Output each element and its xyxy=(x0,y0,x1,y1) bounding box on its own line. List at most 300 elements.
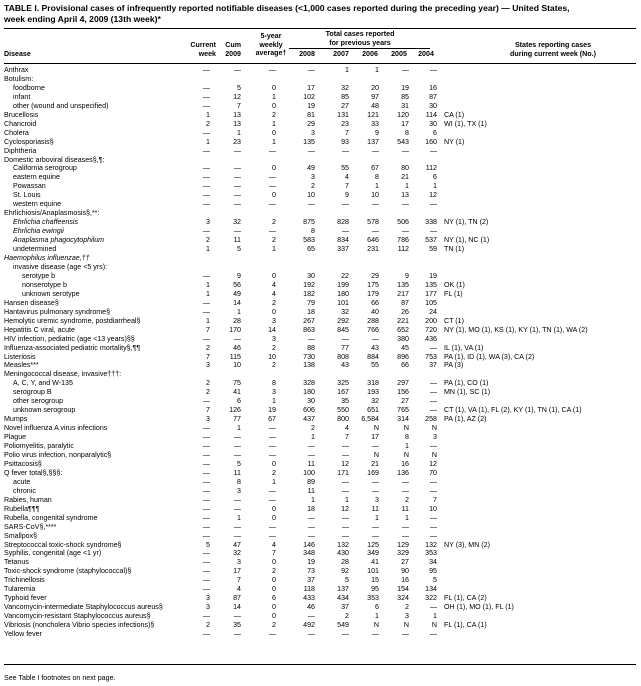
total-2008-cell: — xyxy=(307,200,315,209)
cum-2009-cell: 1 xyxy=(237,513,241,522)
five-year-avg-cell: 0 xyxy=(272,585,276,594)
states-reporting-cell: OK (1) xyxy=(444,280,465,289)
total-2005-cell: 3 xyxy=(405,612,409,621)
disease-name: Ehrlichia ewingii xyxy=(13,227,64,236)
five-year-avg-cell: 0 xyxy=(272,612,276,621)
total-2008-cell: 73 xyxy=(307,567,315,576)
total-2007-cell: 35 xyxy=(341,397,349,406)
total-2004-cell: — xyxy=(429,379,437,388)
five-year-avg-cell: 2 xyxy=(272,298,276,307)
total-2007-cell: 23 xyxy=(341,119,349,128)
current-week-cell: — xyxy=(202,433,210,442)
header-year-2005: 2005 xyxy=(391,50,407,58)
disease-name: other serogroup xyxy=(13,397,64,406)
cum-2009-cell: 11 xyxy=(233,468,241,477)
cum-2009-cell: 77 xyxy=(233,415,241,424)
table-row xyxy=(4,93,636,102)
total-2007-cell: 55 xyxy=(341,164,349,173)
total-2008-cell: 348 xyxy=(303,549,315,558)
table-row xyxy=(4,182,636,191)
disease-name: Brucellosis xyxy=(4,110,39,119)
disease-name: Hemolytic uremic syndrome, postdiarrheal§ xyxy=(4,316,141,325)
footnote-note: See Table I footnotes on next page. xyxy=(4,674,116,682)
total-2007-cell: 549 xyxy=(337,621,349,630)
states-reporting-cell: PA (1), CO (1) xyxy=(444,379,489,388)
disease-name: eastern equine xyxy=(13,173,60,182)
total-2006-cell: N xyxy=(373,450,379,459)
cum-2009-cell: — xyxy=(233,612,241,621)
total-2006-cell: 766 xyxy=(367,325,379,334)
table-body xyxy=(4,66,636,639)
disease-name: Cyclosporiasis§ xyxy=(4,137,54,146)
table-row xyxy=(4,567,636,576)
disease-name: nonserotype b xyxy=(22,280,67,289)
states-reporting-cell: FL (1), CA (1) xyxy=(444,621,487,630)
disease-name: Psittacosis§ xyxy=(4,459,42,468)
header-cum-line-1: Cum xyxy=(225,41,241,49)
five-year-avg-cell: 4 xyxy=(272,280,276,289)
cum-2009-cell: 12 xyxy=(233,92,241,101)
table-row xyxy=(4,335,636,344)
current-week-cell: — xyxy=(202,101,210,110)
total-2006-cell: 3 xyxy=(375,495,379,504)
total-2008-cell: 17 xyxy=(307,83,315,92)
current-week-cell: 2 xyxy=(206,621,210,630)
total-2004-cell: — xyxy=(429,442,437,451)
cum-2009-cell: — xyxy=(233,227,241,236)
total-2005-cell: 221 xyxy=(397,316,409,325)
five-year-avg-cell: 0 xyxy=(272,513,276,522)
five-year-avg-cell: 1 xyxy=(272,119,276,128)
total-2007-cell: 845 xyxy=(337,325,349,334)
five-year-avg-cell: — xyxy=(268,66,276,74)
five-year-avg-cell: 0 xyxy=(272,128,276,137)
total-2004-cell: — xyxy=(429,477,437,486)
disease-name: chronic xyxy=(13,486,36,495)
current-week-cell: — xyxy=(202,495,210,504)
total-2005-cell: 2 xyxy=(405,495,409,504)
total-2008-cell: 328 xyxy=(303,379,315,388)
total-2008-cell: 2 xyxy=(311,424,315,433)
current-week-cell: 2 xyxy=(206,236,210,245)
total-2005-cell: — xyxy=(401,477,409,486)
disease-name: HIV infection, pediatric (age <13 years)§§ xyxy=(4,334,135,343)
five-year-avg-cell: — xyxy=(268,442,276,451)
total-2007-cell: — xyxy=(341,200,349,209)
current-week-cell: — xyxy=(202,227,210,236)
total-2004-cell: 720 xyxy=(425,325,437,334)
table-row xyxy=(4,594,636,603)
disease-name: unknown serotype xyxy=(22,289,80,298)
total-2006-cell: 179 xyxy=(367,289,379,298)
total-2008-cell: 30 xyxy=(307,397,315,406)
total-2005-cell: 786 xyxy=(397,236,409,245)
cum-2009-cell: 47 xyxy=(233,540,241,549)
total-2004-cell: 59 xyxy=(429,245,437,254)
total-2007-cell: 828 xyxy=(337,218,349,227)
disease-name: Anthrax xyxy=(4,66,29,74)
total-2006-cell: 43 xyxy=(371,343,379,352)
total-2007-cell: — xyxy=(341,522,349,531)
total-2006-cell: 651 xyxy=(367,406,379,415)
total-2008-cell: — xyxy=(307,531,315,540)
total-2008-cell: — xyxy=(307,522,315,531)
table-row xyxy=(4,290,636,299)
total-2007-cell: 808 xyxy=(337,352,349,361)
total-2005-cell: 506 xyxy=(397,218,409,227)
current-week-cell: — xyxy=(202,531,210,540)
five-year-avg-cell: 0 xyxy=(272,191,276,200)
current-week-cell: — xyxy=(202,146,210,155)
table-row xyxy=(4,478,636,487)
current-week-cell: — xyxy=(202,182,210,191)
total-2004-cell: 322 xyxy=(425,594,437,603)
header-total-line-1: Total cases reported xyxy=(325,30,395,38)
five-year-avg-cell: 0 xyxy=(272,307,276,316)
total-2004-cell: 24 xyxy=(429,307,437,316)
states-reporting-cell: NY (1), NC (1) xyxy=(444,236,490,245)
total-2006-cell: 97 xyxy=(371,92,379,101)
disease-name: other (wound and unspecified) xyxy=(13,101,109,110)
disease-name: Trichinellosis xyxy=(4,576,45,585)
total-2004-cell: 353 xyxy=(425,549,437,558)
total-2005-cell: 26 xyxy=(401,307,409,316)
total-2007-cell: 4 xyxy=(345,424,349,433)
total-2007-cell: 7 xyxy=(345,182,349,191)
five-year-avg-cell: 3 xyxy=(272,334,276,343)
total-2006-cell: 55 xyxy=(371,361,379,370)
total-2004-cell: 1 xyxy=(433,182,437,191)
cum-2009-cell: 3 xyxy=(237,558,241,567)
header-total-line-2: for previous years xyxy=(329,38,391,47)
current-week-cell: — xyxy=(202,307,210,316)
cum-2009-cell: 4 xyxy=(237,585,241,594)
table-row xyxy=(4,442,636,451)
total-2005-cell: 27 xyxy=(401,397,409,406)
table-row xyxy=(4,326,636,335)
current-week-cell: 1 xyxy=(206,137,210,146)
table-row xyxy=(4,209,636,218)
total-2008-cell: 138 xyxy=(303,361,315,370)
total-2007-cell: — xyxy=(341,486,349,495)
total-2007-cell: 337 xyxy=(337,245,349,254)
total-2004-cell: 114 xyxy=(425,110,437,119)
total-2006-cell: — xyxy=(371,146,379,155)
five-year-avg-cell: 1 xyxy=(272,245,276,254)
disease-name: Plague xyxy=(4,433,27,442)
total-2005-cell: 329 xyxy=(397,549,409,558)
total-2005-cell: — xyxy=(401,486,409,495)
total-2004-cell: — xyxy=(429,522,437,531)
current-week-cell: 2 xyxy=(206,343,210,352)
states-reporting-cell: NY (1), TN (2) xyxy=(444,218,489,227)
total-2008-cell: 1 xyxy=(311,495,315,504)
total-2008-cell: 875 xyxy=(303,218,315,227)
cum-2009-cell: — xyxy=(233,191,241,200)
total-2006-cell: 1 xyxy=(375,513,379,522)
total-2008-cell: 606 xyxy=(303,406,315,415)
disease-name: Rabies, human xyxy=(4,495,52,504)
disease-name: Streptococcal toxic-shock syndrome§ xyxy=(4,540,122,549)
cum-2009-cell: — xyxy=(233,531,241,540)
table-row xyxy=(4,173,636,182)
five-year-avg-cell: 3 xyxy=(272,316,276,325)
cum-2009-cell: 1 xyxy=(237,307,241,316)
five-year-avg-cell: 2 xyxy=(272,468,276,477)
header-cum-line-2: 2009 xyxy=(225,49,241,58)
header-avg-line-1: 5-year xyxy=(260,32,282,40)
total-2008-cell: 267 xyxy=(303,316,315,325)
current-week-cell: — xyxy=(202,459,210,468)
table-row xyxy=(4,308,636,317)
total-2006-cell: 1 xyxy=(375,182,379,191)
current-week-cell: 1 xyxy=(206,280,210,289)
five-year-avg-cell: — xyxy=(268,424,276,433)
total-2008-cell: 29 xyxy=(307,119,315,128)
cum-2009-cell: 13 xyxy=(233,119,241,128)
disease-name: serogroup B xyxy=(13,388,52,397)
disease-name: invasive disease (age <5 yrs): xyxy=(13,262,108,271)
current-week-cell: 7 xyxy=(206,352,210,361)
total-2008-cell: — xyxy=(307,334,315,343)
five-year-avg-cell: 0 xyxy=(272,576,276,585)
cum-2009-cell: — xyxy=(233,450,241,459)
total-2005-cell: — xyxy=(401,146,409,155)
table-title xyxy=(4,3,636,24)
total-2005-cell: 380 xyxy=(397,334,409,343)
total-2005-cell: 896 xyxy=(397,352,409,361)
current-week-cell: — xyxy=(202,585,210,594)
header-year-2007: 2007 xyxy=(333,50,349,58)
disease-name: undetermined xyxy=(13,245,57,254)
total-2004-cell: 338 xyxy=(425,218,437,227)
five-year-avg-cell: 6 xyxy=(272,594,276,603)
cum-2009-cell: 17 xyxy=(233,567,241,576)
total-2006-cell: 101 xyxy=(367,567,379,576)
total-2006-cell: 1 xyxy=(375,612,379,621)
current-week-cell: 1 xyxy=(206,110,210,119)
total-2005-cell: 652 xyxy=(397,325,409,334)
disease-name: Tularemia xyxy=(4,585,36,594)
table-row xyxy=(4,532,636,541)
total-2005-cell: 154 xyxy=(397,585,409,594)
table-row xyxy=(4,585,636,594)
cum-2009-cell: 1 xyxy=(237,128,241,137)
disease-name: Ehrlichiosis/Anaplasmosis§,**: xyxy=(4,209,100,218)
five-year-avg-cell: 1 xyxy=(272,397,276,406)
total-2006-cell: 175 xyxy=(367,280,379,289)
disease-name: Q fever total§,§§§: xyxy=(4,468,63,477)
total-2004-cell: — xyxy=(429,397,437,406)
total-2007-cell: 132 xyxy=(337,540,349,549)
table-row xyxy=(4,66,636,75)
disease-name: Rubella, congenital syndrome xyxy=(4,513,98,522)
total-2008-cell: 11 xyxy=(307,486,315,495)
table-row xyxy=(4,218,636,227)
current-week-cell: — xyxy=(202,92,210,101)
current-week-cell: 1 xyxy=(206,316,210,325)
states-reporting-cell: FL (1) xyxy=(444,289,463,298)
total-2004-cell: 70 xyxy=(429,468,437,477)
five-year-avg-cell: — xyxy=(268,182,276,191)
five-year-avg-cell: 1 xyxy=(272,137,276,146)
header-current-week-line-2: week xyxy=(198,49,216,58)
total-2008-cell: 10 xyxy=(307,191,315,200)
total-2006-cell: 353 xyxy=(367,594,379,603)
total-2004-cell: 19 xyxy=(429,271,437,280)
current-week-cell: 2 xyxy=(206,379,210,388)
five-year-avg-cell: — xyxy=(268,227,276,236)
five-year-avg-cell: 10 xyxy=(268,352,276,361)
table-row xyxy=(4,299,636,308)
total-2008-cell: — xyxy=(307,630,315,639)
total-2008-cell: 37 xyxy=(307,576,315,585)
total-2004-cell: — xyxy=(429,630,437,639)
total-2006-cell: — xyxy=(371,334,379,343)
total-2005-cell: N xyxy=(403,450,409,459)
total-2008-cell: 1 xyxy=(311,433,315,442)
total-2005-cell: 217 xyxy=(397,289,409,298)
total-2007-cell: — xyxy=(341,450,349,459)
table-row xyxy=(4,245,636,254)
current-week-cell: — xyxy=(202,334,210,343)
total-2007-cell: 4 xyxy=(345,173,349,182)
total-2006-cell: 41 xyxy=(371,558,379,567)
total-2005-cell: — xyxy=(401,522,409,531)
total-2006-cell: 66 xyxy=(371,298,379,307)
total-2006-cell: 15 xyxy=(371,576,379,585)
total-2006-cell: 193 xyxy=(367,388,379,397)
total-2005-cell: 16 xyxy=(401,459,409,468)
table-row xyxy=(4,630,636,639)
disease-name: Chancroid xyxy=(4,119,37,128)
total-2007-cell: 7 xyxy=(345,128,349,137)
cum-2009-cell: 170 xyxy=(229,325,241,334)
disease-name: Haemophilus influenzae,†† xyxy=(4,254,90,263)
disease-name: Influenza-associated pediatric mortality§,¶¶ xyxy=(4,343,141,352)
total-2005-cell: 17 xyxy=(401,119,409,128)
header-disease: Disease xyxy=(4,50,31,58)
total-2006-cell: — xyxy=(371,522,379,531)
table-row xyxy=(4,541,636,550)
cum-2009-cell: — xyxy=(233,504,241,513)
total-2008-cell: 583 xyxy=(303,236,315,245)
disease-name: California serogroup xyxy=(13,164,77,173)
five-year-avg-cell: — xyxy=(268,173,276,182)
total-2004-cell: 37 xyxy=(429,361,437,370)
total-2008-cell: 180 xyxy=(303,388,315,397)
table-row xyxy=(4,487,636,496)
header-avg-line-3: average† xyxy=(255,49,287,58)
total-2008-cell: 102 xyxy=(303,92,315,101)
cum-2009-cell: 1 xyxy=(237,424,241,433)
current-week-cell: — xyxy=(202,271,210,280)
current-week-cell: — xyxy=(202,397,210,406)
states-reporting-cell: PA (3) xyxy=(444,361,464,370)
table-row xyxy=(4,344,636,353)
header-five-year-average xyxy=(251,32,291,58)
total-2008-cell: 65 xyxy=(307,245,315,254)
disease-name: Mumps xyxy=(4,415,28,424)
current-week-cell: — xyxy=(202,200,210,209)
current-week-cell: — xyxy=(202,486,210,495)
table-row xyxy=(4,433,636,442)
total-2004-cell: 537 xyxy=(425,236,437,245)
total-2007-cell: 171 xyxy=(337,468,349,477)
five-year-avg-cell: 2 xyxy=(272,621,276,630)
table-row xyxy=(4,102,636,111)
total-2007-cell: 131 xyxy=(337,110,349,119)
total-2006-cell: 318 xyxy=(367,379,379,388)
cum-2009-cell: 46 xyxy=(233,343,241,352)
total-2004-cell: 112 xyxy=(425,164,437,173)
disease-name: Botulism: xyxy=(4,74,34,83)
total-2008-cell: — xyxy=(307,450,315,459)
total-2006-cell: 95 xyxy=(371,585,379,594)
total-2006-cell: 8 xyxy=(375,173,379,182)
header-cum xyxy=(214,41,241,58)
total-2007-cell: 22 xyxy=(341,271,349,280)
current-week-cell: 3 xyxy=(206,594,210,603)
total-2007-cell: — xyxy=(341,531,349,540)
cum-2009-cell: — xyxy=(233,442,241,451)
five-year-avg-cell: 2 xyxy=(272,110,276,119)
total-2005-cell: — xyxy=(401,66,409,74)
total-2008-cell: 49 xyxy=(307,164,315,173)
current-week-cell: 5 xyxy=(206,540,210,549)
total-2006-cell: 17 xyxy=(371,433,379,442)
header-total-rule xyxy=(289,48,430,49)
cum-2009-cell: — xyxy=(233,495,241,504)
total-2006-cell: 137 xyxy=(367,137,379,146)
total-2008-cell: 2 xyxy=(311,182,315,191)
table-row xyxy=(4,496,636,505)
table-row xyxy=(4,263,636,272)
total-2006-cell: 29 xyxy=(371,271,379,280)
total-2007-cell: — xyxy=(341,513,349,522)
total-2006-cell: — xyxy=(371,477,379,486)
cum-2009-cell: 6 xyxy=(237,397,241,406)
five-year-avg-cell: — xyxy=(268,495,276,504)
cum-2009-cell: — xyxy=(233,146,241,155)
total-2004-cell: 160 xyxy=(425,137,437,146)
current-week-cell: — xyxy=(202,576,210,585)
table-row xyxy=(4,200,636,209)
five-year-avg-cell: 4 xyxy=(272,540,276,549)
five-year-avg-cell: 1 xyxy=(272,477,276,486)
disease-name: infant xyxy=(13,92,31,101)
five-year-avg-cell: 0 xyxy=(272,271,276,280)
five-year-avg-cell: — xyxy=(268,200,276,209)
total-2004-cell: — xyxy=(429,343,437,352)
total-2007-cell: 325 xyxy=(337,379,349,388)
total-2005-cell: 31 xyxy=(401,101,409,110)
total-2006-cell: 6 xyxy=(375,603,379,612)
disease-name: western equine xyxy=(13,200,62,209)
table-row xyxy=(4,353,636,362)
header-current-week-line-1: Current xyxy=(190,41,216,49)
disease-name: Vibriosis (noncholera Vibrio species infections)§ xyxy=(4,621,155,630)
table-row xyxy=(4,388,636,397)
current-week-cell: — xyxy=(202,549,210,558)
total-2008-cell: 730 xyxy=(303,352,315,361)
total-2004-cell: 3 xyxy=(433,433,437,442)
total-2004-cell: N xyxy=(431,424,437,433)
total-2006-cell: — xyxy=(371,486,379,495)
five-year-avg-cell: 0 xyxy=(272,164,276,173)
total-2008-cell: 89 xyxy=(307,477,315,486)
header-states-reporting xyxy=(478,41,628,58)
